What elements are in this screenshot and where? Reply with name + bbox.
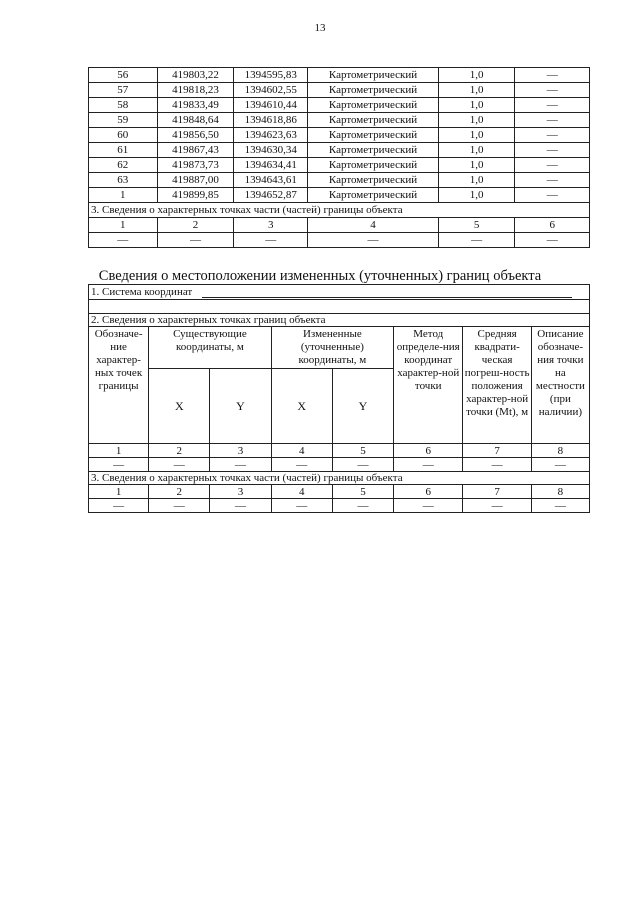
- dash-cell: —: [438, 233, 515, 248]
- boundary-points-table: [88, 67, 590, 248]
- cell-mean-error: 1,0: [438, 143, 515, 158]
- cell-point-number: 1: [89, 188, 158, 203]
- table-row: [89, 68, 590, 83]
- cell-coord-x: 419867,43: [157, 143, 234, 158]
- cell-coord-x: 419899,85: [157, 188, 234, 203]
- cell-coord-y: 1394634,41: [234, 158, 308, 173]
- dash-cell: —: [149, 499, 210, 513]
- cell-point-number: 60: [89, 128, 158, 143]
- cell-method: Картометрический: [308, 83, 439, 98]
- cell-coord-y: 1394618,86: [234, 113, 308, 128]
- cell-description: —: [515, 83, 590, 98]
- dash-cell: —: [210, 499, 271, 513]
- column-number: 1: [89, 444, 149, 458]
- cell-description: —: [515, 113, 590, 128]
- dash-cell: —: [89, 233, 158, 248]
- section2-title: 2. Сведения о характерных точках границ объекта: [89, 314, 590, 327]
- cell-method: Картометрический: [308, 173, 439, 188]
- cell-point-number: 56: [89, 68, 158, 83]
- cell-description: —: [515, 143, 590, 158]
- dash-cell: —: [394, 499, 463, 513]
- cell-description: —: [515, 128, 590, 143]
- cell-mean-error: 1,0: [438, 188, 515, 203]
- table-row: [89, 128, 590, 143]
- cell-coord-y: 1394602,55: [234, 83, 308, 98]
- header-row: [89, 327, 590, 369]
- cell-mean-error: 1,0: [438, 128, 515, 143]
- dash-cell: —: [271, 499, 332, 513]
- column-number: 5: [332, 485, 393, 499]
- dash-cell: —: [89, 499, 149, 513]
- cell-method: Картометрический: [308, 113, 439, 128]
- dash-cell: —: [271, 458, 332, 472]
- header-existing-coords: Существующие координаты, м: [149, 327, 271, 369]
- header-description: Описание обозначе-ния точки на местности (при наличии): [531, 327, 589, 444]
- header-existing-x: X: [149, 369, 210, 444]
- table-row: [89, 158, 590, 173]
- table-row: [89, 143, 590, 158]
- cell-coord-y: 1394595,83: [234, 68, 308, 83]
- cell-mean-error: 1,0: [438, 173, 515, 188]
- cell-mean-error: 1,0: [438, 158, 515, 173]
- section3-title-row: [89, 472, 590, 485]
- cell-coord-x: 419856,50: [157, 128, 234, 143]
- header-existing-y: Y: [210, 369, 271, 444]
- page-number: 13: [314, 22, 326, 34]
- spacer-row: [89, 300, 590, 314]
- column-number: 7: [463, 485, 531, 499]
- column-number: 2: [157, 218, 234, 233]
- section3-title: 3. Сведения о характерных точках части (частей) границы объекта: [89, 472, 590, 485]
- cell-mean-error: 1,0: [438, 68, 515, 83]
- cell-coord-y: 1394623,63: [234, 128, 308, 143]
- column-number: 2: [149, 485, 210, 499]
- cell-coord-x: 419848,64: [157, 113, 234, 128]
- section3-numbers-row: [89, 485, 590, 499]
- dash-cell: —: [157, 233, 234, 248]
- header-mean-error: Средняя квадрати-ческая погреш-ность положения характер-ной точки (Mt), м: [463, 327, 531, 444]
- table-row: [89, 83, 590, 98]
- column-numbers-row: [89, 444, 590, 458]
- dash-cell: —: [515, 233, 590, 248]
- dash-cell: —: [332, 499, 393, 513]
- cell-description: —: [515, 173, 590, 188]
- changed-boundaries-table: [88, 284, 590, 513]
- cell-mean-error: 1,0: [438, 98, 515, 113]
- column-number: 5: [438, 218, 515, 233]
- cell-coord-x: 419803,22: [157, 68, 234, 83]
- column-number: 3: [210, 444, 271, 458]
- cell-point-number: 63: [89, 173, 158, 188]
- cell-method: Картометрический: [308, 98, 439, 113]
- cell-description: —: [515, 98, 590, 113]
- dash-cell: —: [234, 233, 308, 248]
- cell-coord-y: 1394643,61: [234, 173, 308, 188]
- column-number: 6: [394, 444, 463, 458]
- cell-description: —: [515, 158, 590, 173]
- cell-mean-error: 1,0: [438, 83, 515, 98]
- cell-point-number: 58: [89, 98, 158, 113]
- column-number: 1: [89, 485, 149, 499]
- column-number: 4: [271, 485, 332, 499]
- column-number: 7: [463, 444, 531, 458]
- dash-cell: —: [394, 458, 463, 472]
- coord-system-fill-line: [202, 287, 572, 298]
- table-row: [89, 188, 590, 203]
- cell-coord-x: 419887,00: [157, 173, 234, 188]
- column-number: 4: [308, 218, 439, 233]
- column-number: 1: [89, 218, 158, 233]
- coord-system-label: 1. Система координат: [91, 285, 193, 298]
- cell-mean-error: 1,0: [438, 113, 515, 128]
- column-number: 5: [332, 444, 393, 458]
- dash-cell: —: [89, 458, 149, 472]
- column-number: 3: [210, 485, 271, 499]
- column-number: 6: [515, 218, 590, 233]
- dash-cell: —: [531, 499, 589, 513]
- header-method: Метод определе-ния координат характер-ной точки: [394, 327, 463, 444]
- cell-coord-y: 1394652,87: [234, 188, 308, 203]
- cell-coord-x: 419873,73: [157, 158, 234, 173]
- header-changed-y: Y: [332, 369, 393, 444]
- column-number: 3: [234, 218, 308, 233]
- header-point-designation: Обозначе-ние характер-ных точек границы: [89, 327, 149, 444]
- cell-point-number: 61: [89, 143, 158, 158]
- table-row: [89, 113, 590, 128]
- header-changed-coords: Измененные (уточненные) координаты, м: [271, 327, 393, 369]
- section3-title-row: [89, 203, 590, 218]
- section3-numbers-row: [89, 218, 590, 233]
- column-number: 2: [149, 444, 210, 458]
- dash-cell: —: [531, 458, 589, 472]
- column-number: 6: [394, 485, 463, 499]
- cell-coord-y: 1394610,44: [234, 98, 308, 113]
- cell-method: Картометрический: [308, 68, 439, 83]
- cell-method: Картометрический: [308, 188, 439, 203]
- header-changed-x: X: [271, 369, 332, 444]
- cell-coord-x: 419833,49: [157, 98, 234, 113]
- dashes-row: [89, 458, 590, 472]
- dash-cell: —: [463, 458, 531, 472]
- column-number: 8: [531, 444, 589, 458]
- section3-title: 3. Сведения о характерных точках части (частей) границы объекта: [89, 203, 590, 218]
- cell-description: —: [515, 68, 590, 83]
- section-title: Сведения о местоположении измененных (уточненных) границ объекта: [98, 268, 542, 284]
- dash-cell: —: [149, 458, 210, 472]
- cell-point-number: 62: [89, 158, 158, 173]
- dash-cell: —: [308, 233, 439, 248]
- table-row: [89, 98, 590, 113]
- cell-method: Картометрический: [308, 128, 439, 143]
- dash-cell: —: [332, 458, 393, 472]
- column-number: 8: [531, 485, 589, 499]
- cell-coord-x: 419818,23: [157, 83, 234, 98]
- cell-point-number: 59: [89, 113, 158, 128]
- coord-system-row: [89, 285, 590, 300]
- cell-description: —: [515, 188, 590, 203]
- section3-dashes-row: [89, 499, 590, 513]
- cell-coord-y: 1394630,34: [234, 143, 308, 158]
- cell-method: Картометрический: [308, 158, 439, 173]
- section2-title-row: [89, 314, 590, 327]
- dash-cell: —: [210, 458, 271, 472]
- table-row: [89, 173, 590, 188]
- dash-cell: —: [463, 499, 531, 513]
- section3-dashes-row: [89, 233, 590, 248]
- column-number: 4: [271, 444, 332, 458]
- cell-point-number: 57: [89, 83, 158, 98]
- cell-method: Картометрический: [308, 143, 439, 158]
